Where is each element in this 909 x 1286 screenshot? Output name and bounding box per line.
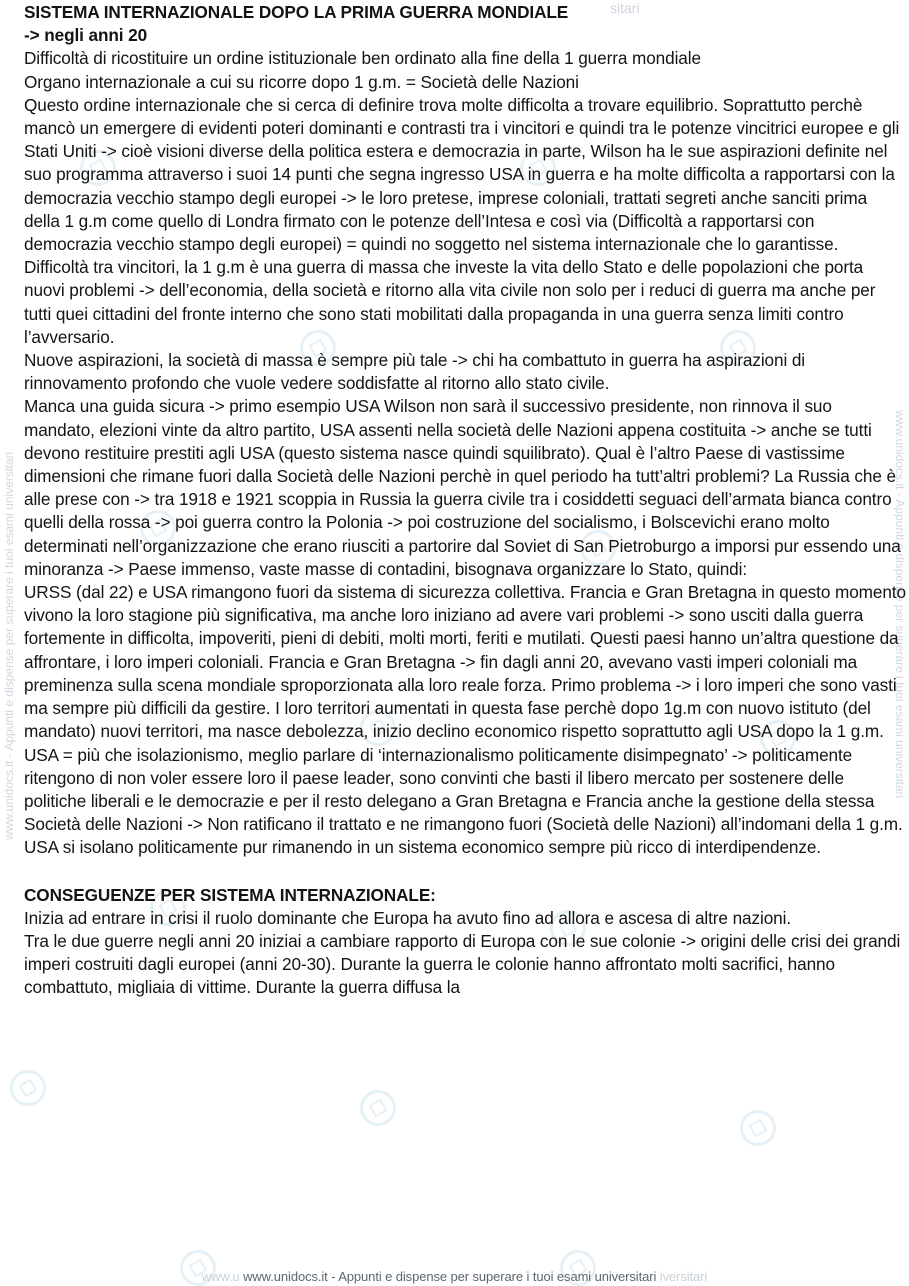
document-title: SISTEMA INTERNAZIONALE DOPO LA PRIMA GUERRA MONDIALE [24,2,569,22]
watermark-top-fragment: sitari [610,0,640,16]
watermark-stamp-icon [353,1083,402,1132]
footer-watermark [0,1269,909,1284]
paragraph: Nuove aspirazioni, la società di massa è sempre più tale -> chi ha combattuto in guerra ha aspirazioni di rinnovamento profondo che vuole vedere soddisfatte al ritorno allo stato civile. [24,350,806,394]
paragraph: Organo internazionale a cui su ricorre dopo 1 g.m. = Società delle Nazioni [24,71,579,92]
paragraph: Questo ordine internazionale che si cerca di definire trova molte difficolta a trovare equilibrio. Soprattutto perchè mancò un emergere di evidenti poteri dominanti e contrasti tra i vincitori e quindi tra le potenze vincitrici europee e gli Stati Uniti -> cioè visioni diverse della politica estera e democrazia in parte, Wilson ha le sue aspirazioni definite nel suo programma attraverso i suoi 14 punti che segna ingresso USA in guerra e ha molte difficolta a rapportarsi con la democrazia vecchio stampo degli europei -> le loro pretese, imprese coloniali, trattati segreti anche sanciti prima della 1 g.m come quello di Londra firmato con le potenze dell’Intesa e così via (Difficoltà a rapportarsi con democrazia vecchio stampo degli europei) = quindi no soggetto nel sistema internazionale che lo garantisse. [24,94,900,255]
paragraph: Difficoltà di ricostituire un ordine istituzionale ben ordinato alla fine della 1 guerra mondiale [24,48,701,69]
watermark-side-right: www.unidocs.it - Appunti e dispense per superare i tuoi esami universitari [893,410,907,799]
paragraph: Tra le due guerre negli anni 20 iniziai a cambiare rapporto di Europa con le sue colonie -> origini delle crisi dei grandi imperi costruiti dagli europei (anni 20-30). Durante la guerra le colonie hanno affrontato molti sacrifici, hanno combattuto, migliaia di vittime. Durante la guerra diffusa la [24,930,901,998]
paragraph: Manca una guida sicura -> primo esempio USA Wilson non sarà il successivo presidente, non rinnova il suo mandato, elezioni vinte da altro partito, USA assenti nella società delle Nazioni appena costituita -> anche se tutti devono restituire prestiti agli USA (questo sistema nasce quindi squilibrato). Qual è l’altro Paese di vastissime dimensioni che rimane fuori dalla Società delle Nazioni perchè in quel periodo ha tutt’altri problemi? La Russia che è alle prese con -> tra 1918 e 1921 scoppia in Russia la guerra civile tra i cosiddetti seguaci dell’armata bianca contro quelli della rossa -> poi guerra contro la Polonia -> poi costruzione del socialismo, i Bolscevichi erano molto determinati nell’organizzazione che erano riusciti a partorire dal Soviet di San Pietroburgo a imporsi pur essendo una minoranza -> Paese immenso, vaste masse di contadini, bisognava organizzare lo Stato, quindi: [24,396,901,579]
watermark-stamp-icon [3,1063,52,1112]
footer-ghost-left: www.u [201,1269,240,1284]
paragraph: USA = più che isolazionismo, meglio parlare di ‘internazionalismo politicamente disimpegnato’ -> politicamente ritengono di non voler essere loro il paese leader, sono convinti che basti il libero mercato per sostenere delle politiche liberali e le democrazie e per il resto delegano a Gran Bretagna e Francia anche la gestione della stessa Società delle Nazioni -> Non ratificano il trattato e ne rimangono fuori (Società delle Nazioni) all’indomani della 1 g.m. [24,744,903,835]
paragraph: Difficoltà tra vincitori, la 1 g.m è una guerra di massa che investe la vita dello Stato e delle popolazioni che porta nuovi problemi -> dell’economia, della società e ritorno alla vita civile non solo per i reduci di guerra ma anche per tutti quei cittadini del fronte interno che sono stati mobilitati dalla propaganda in una guerra senza limiti contro l’avversario. [24,257,876,347]
watermark-stamp-icon [733,1103,782,1152]
paragraph: URSS (dal 22) e USA rimangono fuori da sistema di sicurezza collettiva. Francia e Gran Bretagna in questo momento vivono la loro stagione più significativa, ma anche loro iniziano ad avere vari problemi -> sono usciti dalla guerra fortemente in difficolta, impoveriti, pieni di debiti, molti morti, feriti e mutilati. Questi paesi hanno un’altra questione da affrontare, i loro imperi coloniali. Francia e Gran Bretagna -> fin dagli anni 20, avevano vasti imperi coloniali ma preminenza sulla scena mondiale sproporzionata alla loro reale forza. Primo problema -> i loro imperi che sono vasti ma sempre più difficili da gestire. I loro territori aumentati in questa fase perchè dopo 1g.m con nuovo istituto (del mandato) nuovi territori, ma nasce debolezza, inizio declino economico rispetto soprattutto agli USA dopo la 1 g.m. [24,582,906,742]
footer-ghost-right: iversitari [659,1269,708,1284]
watermark-side-left: www.unidocs.it - Appunti e dispense per superare i tuoi esami universitari [2,451,16,840]
section-spacer [24,860,906,884]
section-heading: CONSEGUENZE PER SISTEMA INTERNAZIONALE: [24,884,436,905]
footer-text: www.unidocs.it - Appunti e dispense per superare i tuoi esami universitari [243,1269,657,1284]
document-subtitle: -> negli anni 20 [24,25,148,46]
paragraph: USA si isolano politicamente pur rimanendo in un sistema economico sempre più ricco di interdipendenze. [24,837,821,858]
document-body [24,1,906,1000]
paragraph: Inizia ad entrare in crisi il ruolo dominante che Europa ha avuto fino ad allora e ascesa di altre nazioni. [24,907,792,928]
